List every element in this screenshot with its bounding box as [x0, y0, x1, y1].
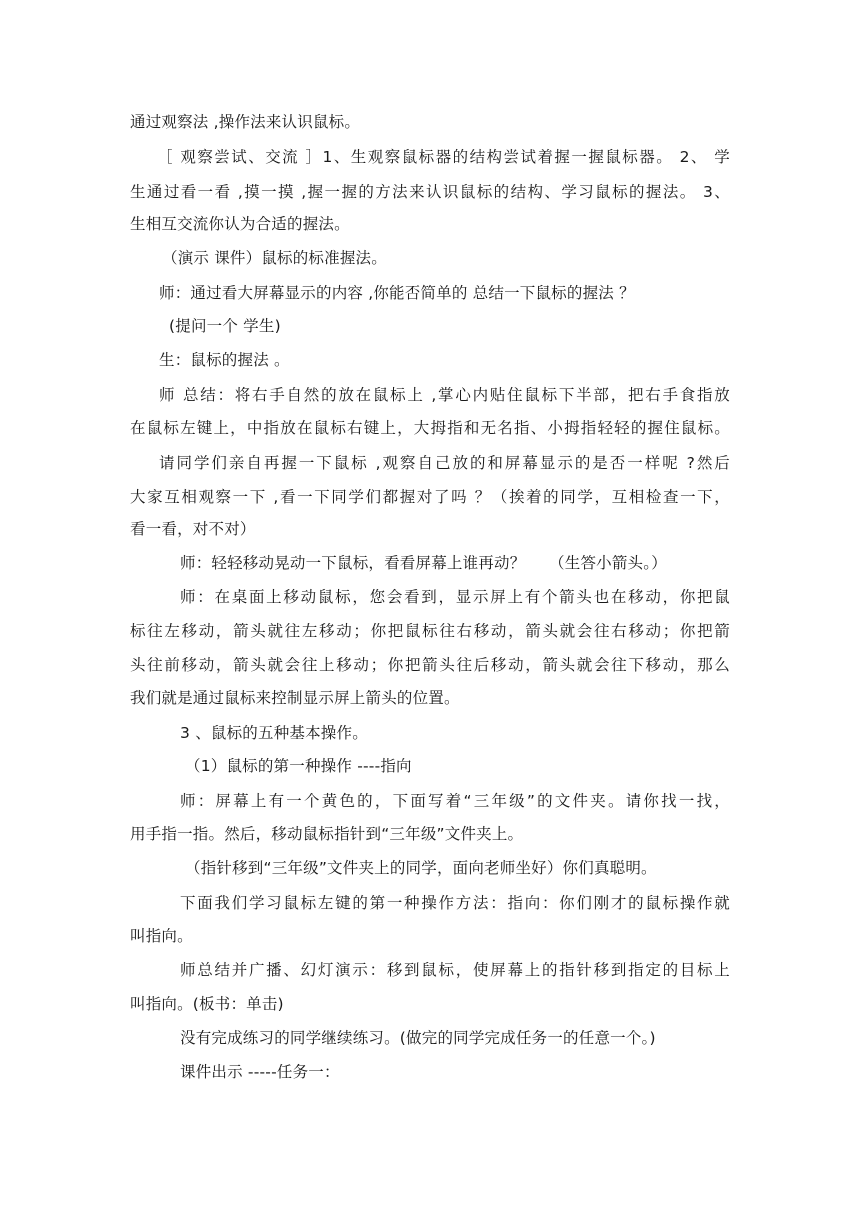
text-line: 课件出示 -----任务一：: [180, 1063, 340, 1081]
text-line: 通过观察法 ,操作法来认识鼠标。: [130, 113, 361, 131]
text-line: 用手指一指。然后，移动鼠标指针到“三年级”文件夹上。: [130, 825, 524, 843]
text-line: 生相互交流你认为合适的握法。: [130, 215, 350, 233]
text-line: 师：轻轻移动晃动一下鼠标，看看屏幕上谁再动？ （生答小箭头。）: [180, 554, 667, 572]
text-line: 师 总结：将右手自然的放在鼠标上 ,掌心内贴住鼠标下半部，把右手食指放: [159, 386, 730, 404]
text-line: 生通过看一看 ,摸一摸 ,握一握的方法来认识鼠标的结构、学习鼠标的握法。 3、: [130, 183, 730, 201]
text-line: 师：在桌面上移动鼠标，您会看到，显示屏上有个箭头也在移动，你把鼠: [180, 588, 730, 606]
text-line: 头往前移动，箭头就会往上移动；你把箭头往后移动，箭头就会往下移动，那么: [130, 656, 730, 674]
text-line: 师：通过看大屏幕显示的内容 ,你能否简单的 总结一下鼠标的握法 ？: [159, 284, 635, 302]
text-line: (提问一个 学生): [169, 317, 281, 335]
text-line: 下面我们学习鼠标左键的第一种操作方法：指向：你们刚才的鼠标操作就: [180, 894, 730, 912]
text-line: ［ 观察尝试、交流 ］1、生观察鼠标器的结构尝试着握一握鼠标器。 2、 学: [157, 148, 730, 166]
text-line: 师：屏幕上有一个黄色的，下面写着“三年级”的文件夹。请你找一找，: [180, 792, 730, 810]
text-line: 标往左移动，箭头就往左移动；你把鼠标往右移动，箭头就会往右移动；你把箭: [130, 622, 730, 640]
text-line: （演示 课件）鼠标的标准握法。: [162, 249, 387, 267]
text-line: 叫指向。(板书：单击): [130, 995, 284, 1013]
text-line: 看一看，对不对）: [130, 520, 256, 538]
text-line: 在鼠标左键上，中指放在鼠标右键上，大拇指和无名指、小拇指轻轻的握住鼠标。: [130, 419, 730, 437]
text-line: 叫指向。: [130, 927, 193, 945]
text-line: （指针移到“三年级”文件夹上的同学，面向老师坐好）你们真聪明。: [185, 859, 657, 877]
text-line: 生：鼠标的握法 。: [159, 351, 290, 369]
text-line: 请同学们亲自再握一下鼠标 ,观察自己放的和屏幕显示的是否一样呢 ?然后: [159, 454, 730, 472]
text-line: 大家互相观察一下 ,看一下同学们都握对了吗 ？（挨着的同学，互相检查一下，: [130, 488, 730, 506]
text-line: 3 、鼠标的五种基本操作。: [180, 724, 368, 742]
text-line: 我们就是通过鼠标来控制显示屏上箭头的位置。: [130, 689, 460, 707]
text-line: 师总结并广播、幻灯演示：移到鼠标，使屏幕上的指针移到指定的目标上: [180, 961, 730, 979]
text-line: （1）鼠标的第一种操作 ----指向: [185, 757, 412, 775]
text-line: 没有完成练习的同学继续练习。(做完的同学完成任务一的任意一个。): [180, 1029, 656, 1047]
